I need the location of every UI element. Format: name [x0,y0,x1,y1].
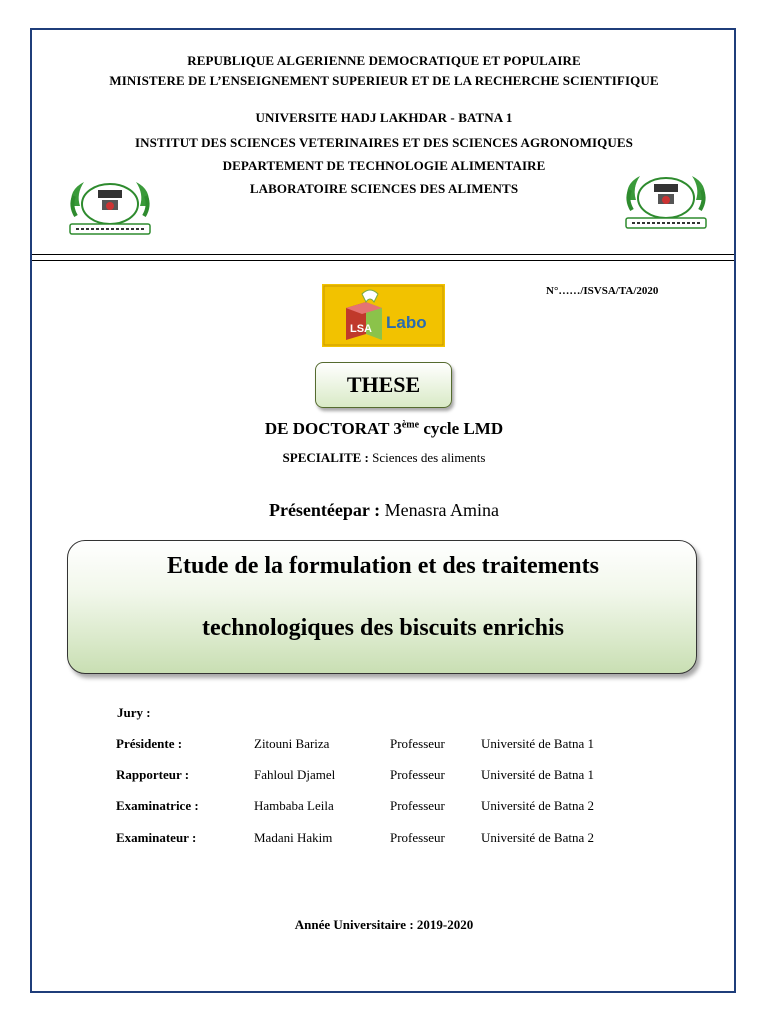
jury-grade: Professeur [390,736,445,751]
jury-institution: Université de Batna 2 [481,798,594,813]
lab-logo-lsa-text: LSA [350,323,372,335]
header-republic: REPUBLIQUE ALGERIENNE DEMOCRATIQUE ET POPULAIRE [187,53,581,68]
doctorat-prefix: DE DOCTORAT 3 [264,419,402,438]
university-seal-icon [618,170,714,232]
lsa-labo-logo-icon [322,284,445,347]
header-divider-bottom [32,260,734,261]
header-divider-top [32,254,734,255]
university-seal-icon [62,176,158,238]
thesis-title-line-2: technologiques des biscuits enrichis [201,615,565,641]
specialite-line [0,450,768,466]
jury-row [0,830,768,848]
presentee-label: Présentéepar : [268,500,381,520]
header-department: DEPARTEMENT DE TECHNOLOGIE ALIMENTAIRE [222,158,546,173]
jury-institution: Université de Batna 1 [481,736,594,751]
jury-row [0,736,768,754]
header-institute: INSTITUT DES SCIENCES VETERINAIRES ET DES SCIENCES AGRONOMIQUES [135,135,633,150]
these-heading: THESE [315,362,452,408]
jury-grade: Professeur [390,767,445,782]
jury-grade: Professeur [390,830,445,845]
academic-year: Année Universitaire : 2019-2020 [294,917,474,932]
jury-row [0,798,768,816]
specialite-label: SPECIALITE : [282,450,369,465]
jury-name: Hambaba Leila [254,798,334,813]
jury-row [0,767,768,785]
jury-role: Rapporteur : [116,767,190,782]
jury-name: Madani Hakim [254,830,333,845]
header-laboratory: LABORATOIRE SCIENCES DES ALIMENTS [249,181,519,196]
jury-role: Examinatrice : [116,798,199,813]
jury-role: Examinateur : [116,830,197,845]
jury-name: Zitouni Bariza [254,736,330,751]
thesis-title-line-1: Etude de la formulation et des traitements [167,553,599,579]
jury-name: Fahloul Djamel [254,767,336,782]
jury-institution: Université de Batna 1 [481,767,594,782]
jury-institution: Université de Batna 2 [481,830,594,845]
reference-number: N°……/ISVSA/TA/2020 [546,285,659,297]
thesis-title-box [67,540,697,674]
specialite-value: Sciences des aliments [368,450,486,465]
presentee-value: Menasra Amina [380,500,500,520]
presentee-line [0,500,768,521]
lab-logo-labo-text: Labo [386,313,427,332]
jury-grade: Professeur [390,798,445,813]
jury-label: Jury : [117,705,151,720]
doctorat-suffix: cycle LMD [419,419,504,438]
doctorat-sup: ème [401,419,420,431]
jury-role: Présidente : [116,736,183,751]
doctorat-line [0,419,768,439]
header-university: UNIVERSITE HADJ LAKHDAR - BATNA 1 [255,110,513,125]
header-ministry: MINISTERE DE L’ENSEIGNEMENT SUPERIEUR ET DE LA RECHERCHE SCIENTIFIQUE [109,73,659,88]
